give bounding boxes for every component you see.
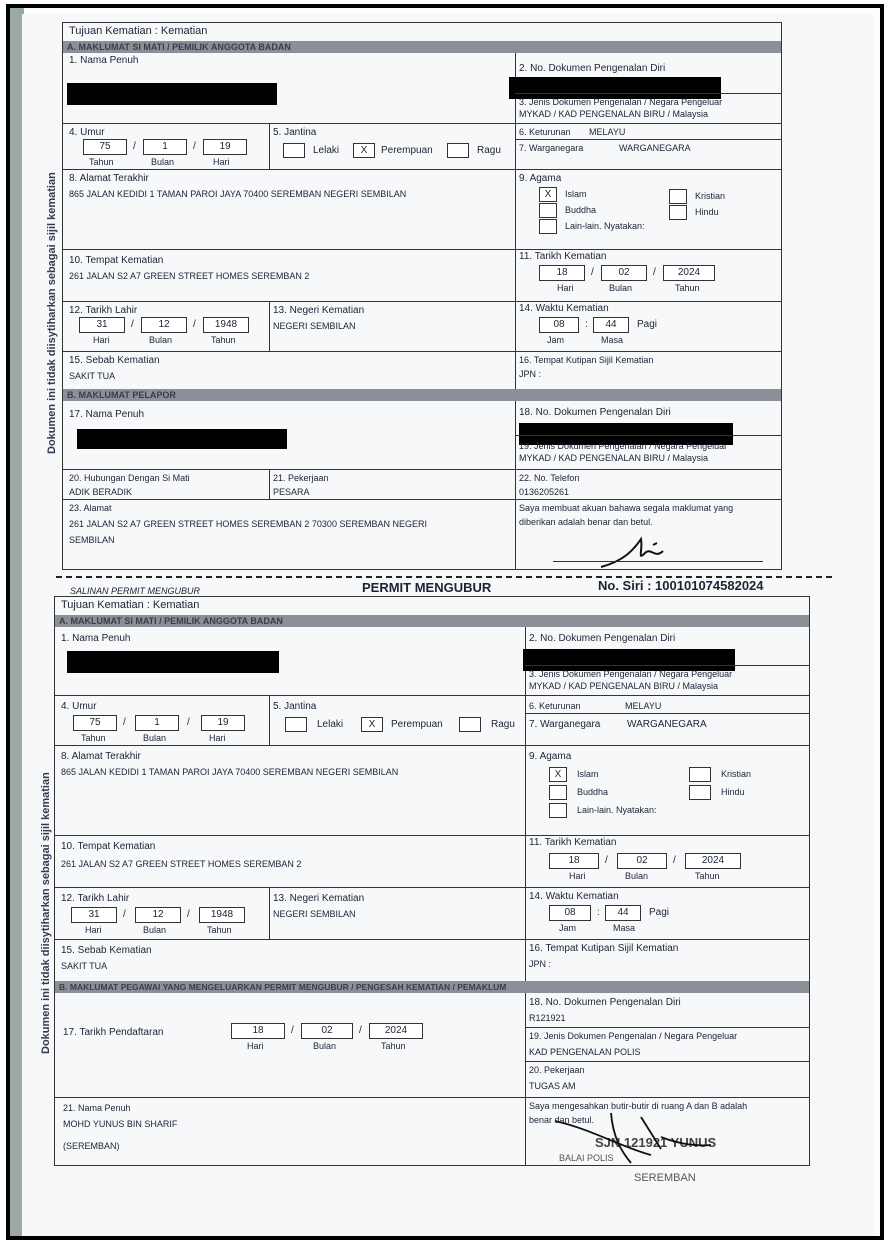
- jantina-label: 5. Jantina: [273, 127, 317, 138]
- lahir-tahun-2: 1948: [199, 907, 245, 923]
- section-a-header: A. MAKLUMAT SI MATI / PEMILIK ANGGOTA BADAN: [63, 41, 781, 53]
- tujuan-label: Tujuan Kematian : Kematian: [69, 25, 208, 37]
- islam-checkbox-2: X: [549, 767, 567, 782]
- tempat-value: 261 JALAN S2 A7 GREEN STREET HOMES SEREMBAN 2: [69, 271, 310, 281]
- redacted-name: [67, 83, 277, 105]
- pagi-label-2: Pagi: [649, 907, 670, 918]
- signature-bottom: [551, 1107, 751, 1167]
- perempuan-checkbox-2: X: [361, 717, 383, 732]
- lain-checkbox: [539, 219, 557, 234]
- unit-jam-2: Jam: [559, 923, 577, 933]
- akuan-line1: Saya membuat akuan bahawa segala maklumat yang: [519, 503, 734, 513]
- redacted-id-2: [523, 649, 735, 671]
- ragu-label: Ragu: [477, 145, 501, 156]
- officer-kerja-label: 20. Pekerjaan: [529, 1065, 585, 1075]
- form-bottom: Tujuan Kematian : Kematian A. MAKLUMAT SI MATI / PEMILIK ANGGOTA BADAN 1. Nama Penuh 2. No. Dokumen Pengenalan Diri 3. Jenis Dokumen Pengenalan / Negara Pengeluar MYKAD / KAD PENGENALAN BIRU / Malaysia 4. Umur 75 / 1 / 19 Tahun Bulan Hari 5. Jantina Lelaki X Perempuan Ragu 6. Keturunan MELAYU 7. Warganegara WARGANEGARA 8. Alamat Terakhir 865 JALAN KEDIDI 1 TAMAN PAROI JAYA 70400 SEREMBAN NEGERI SEMBILAN 9. Agama X Islam Buddha Lain-lain. Nyatakan: Kristian Hindu 10. Tempat Kematian 261 JALAN S2 A7 GREEN STREET HOMES SEREMBAN 2 11. Tarikh Kematian 18 / 02 / 2024 Hari Bulan Tahun 12. Tarikh Lahir 31 / 12 / 1948 Hari Bulan Tahun 13. Negeri Kematian NEGERI SEMBILAN 14. Waktu Kematian 08 : 44 Pagi Jam Masa 15. Sebab Kematian SAKIT TUA 16. Tempat Kutipan Sijil Kematian JPN : B. MAKLUMAT PEGAWAI YANG MENGELUARKAN PERMIT MENGUBUR / PENGESAH KEMATIAN / PEMAKLUM 17. Tarikh Pendaftaran 18 / 02 / 2024 Hari Bulan Tahun 18. No. Dokumen Pengenalan Diri R121921 19. Jenis Dokumen Pengenalan / Negara Pengeluar KAD PENGENALAN POLIS 20. Pekerjaan TUGAS AM 21. Nama Penuh MOHD YUNUS BIN SHARIF (SEREMBAN) Saya mengesahkan butir-butir di ruang A dan B adalah benar dan betul. SJN 121921 YUNUS BALAI POLIS: [54, 596, 810, 1166]
- hindu-checkbox-2: [689, 785, 711, 800]
- officer-nama-value: MOHD YUNUS BIN SHARIF: [63, 1119, 178, 1129]
- unit-masa: Masa: [601, 335, 624, 345]
- alamat-value: 865 JALAN KEDIDI 1 TAMAN PAROI JAYA 70400 SEREMBAN NEGERI SEMBILAN: [69, 189, 407, 199]
- tarikh-mati-label-2: 11. Tarikh Kematian: [529, 837, 617, 848]
- signature-top: [593, 531, 703, 571]
- officer-dok-value: R121921: [529, 1013, 566, 1023]
- sebab-label-2: 15. Sebab Kematian: [61, 945, 152, 956]
- hindu-label: Hindu: [695, 207, 719, 217]
- alamat-b-line2: SEMBILAN: [69, 535, 115, 545]
- alamat-b-label: 23. Alamat: [69, 503, 112, 513]
- sebab-value: SAKIT TUA: [69, 371, 116, 381]
- keturunan-label: 6. Keturunan: [519, 127, 571, 137]
- lahir-bulan: 12: [141, 317, 187, 333]
- jenis-value: MYKAD / KAD PENGENALAN BIRU / Malaysia: [519, 109, 709, 119]
- keturunan-value: MELAYU: [589, 127, 626, 137]
- unit-bulan-2: Bulan: [143, 733, 167, 743]
- agama-label: 9. Agama: [519, 173, 562, 184]
- ragu-label-2: Ragu: [491, 719, 515, 730]
- no-siri: No. Siri : 100101074582024: [598, 578, 764, 593]
- dok-b-label: 18. No. Dokumen Pengenalan Diri: [519, 407, 671, 418]
- warga-label-2: 7. Warganegara: [529, 719, 601, 730]
- buddha-checkbox-2: [549, 785, 567, 800]
- hub-value: ADIK BERADIK: [69, 487, 133, 497]
- daftar-label: 17. Tarikh Pendaftaran: [63, 1027, 164, 1038]
- waktu-jam-2: 08: [549, 905, 591, 921]
- tel-value: 0136205261: [519, 487, 570, 497]
- unit-tahun-2: Tahun: [81, 733, 106, 743]
- daftar-unit-tahun: Tahun: [381, 1041, 406, 1051]
- unit-bulan: Bulan: [609, 283, 633, 293]
- nama-b-label: 17. Nama Penuh: [69, 409, 145, 420]
- section-b-header: B. MAKLUMAT PELAPOR: [63, 389, 781, 401]
- unit-hari-2: Hari: [209, 733, 226, 743]
- umur-hari-2: 19: [201, 715, 245, 731]
- perempuan-label: Perempuan: [381, 145, 433, 156]
- hindu-label-2: Hindu: [721, 787, 745, 797]
- unit-hari: Hari: [93, 335, 110, 345]
- lain-checkbox-2: [549, 803, 567, 818]
- tarikh-mati-tahun: 2024: [663, 265, 715, 281]
- warga-value-2: WARGANEGARA: [627, 719, 707, 730]
- daftar-tahun: 2024: [369, 1023, 423, 1039]
- negeri-value-2: NEGERI SEMBILAN: [273, 909, 356, 919]
- kutipan-label-2: 16. Tempat Kutipan Sijil Kematian: [529, 943, 679, 954]
- lain-label-2: Lain-lain. Nyatakan:: [577, 805, 657, 815]
- negeri-label-2: 13. Negeri Kematian: [273, 893, 365, 904]
- waktu-minit: 44: [593, 317, 629, 333]
- side-note-bottom: Dokumen ini tidak diisytiharkan sebagai sijil kematian: [40, 772, 52, 1054]
- unit-hari-2b: Hari: [569, 871, 586, 881]
- jantina-label-2: 5. Jantina: [273, 701, 317, 712]
- waktu-label-2: 14. Waktu Kematian: [529, 891, 619, 902]
- kristian-label-2: Kristian: [721, 769, 752, 779]
- unit-bulan-2b: Bulan: [625, 871, 649, 881]
- umur-label: 4. Umur: [69, 127, 105, 138]
- daftar-unit-hari: Hari: [247, 1041, 264, 1051]
- unit-bulan-2c: Bulan: [143, 925, 167, 935]
- jenis-label-2: 3. Jenis Dokumen Pengenalan / Negara Pengeluar: [529, 669, 733, 679]
- umur-tahun-2: 75: [73, 715, 117, 731]
- lelaki-checkbox-2: [285, 717, 307, 732]
- perempuan-label-2: Perempuan: [391, 719, 443, 730]
- ragu-checkbox: [447, 143, 469, 158]
- tujuan-label-2: Tujuan Kematian : Kematian: [61, 599, 200, 611]
- officer-dok-label: 18. No. Dokumen Pengenalan Diri: [529, 997, 681, 1008]
- tarikh-mati-hari-2: 18: [549, 853, 599, 869]
- unit-tahun: Tahun: [211, 335, 236, 345]
- tempat-value-2: 261 JALAN S2 A7 GREEN STREET HOMES SEREMBAN 2: [61, 859, 302, 869]
- alamat-b-line1: 261 JALAN S2 A7 GREEN STREET HOMES SEREMBAN 2 70300 SEREMBAN NEGERI: [69, 519, 427, 529]
- unit-bulan: Bulan: [151, 157, 175, 167]
- unit-tahun-2b: Tahun: [695, 871, 720, 881]
- pagi-label: Pagi: [637, 319, 658, 330]
- dok-label-2: 2. No. Dokumen Pengenalan Diri: [529, 633, 676, 644]
- sebab-value-2: SAKIT TUA: [61, 961, 108, 971]
- lahir-tahun: 1948: [203, 317, 249, 333]
- hub-label: 20. Hubungan Dengan Si Mati: [69, 473, 190, 483]
- perempuan-checkbox: X: [353, 143, 375, 158]
- kristian-label: Kristian: [695, 191, 726, 201]
- keturunan-label-2: 6. Keturunan: [529, 701, 581, 711]
- section-a-header-2: A. MAKLUMAT SI MATI / PEMILIK ANGGOTA BADAN: [55, 615, 809, 627]
- islam-label: Islam: [565, 189, 587, 199]
- islam-checkbox: X: [539, 187, 557, 202]
- lelaki-label: Lelaki: [313, 145, 340, 156]
- section-b-officer-header: B. MAKLUMAT PEGAWAI YANG MENGELUARKAN PERMIT MENGUBUR / PENGESAH KEMATIAN / PEMAKLUM: [55, 981, 809, 993]
- stamp-line2: BALAI POLIS: [559, 1153, 614, 1163]
- keturunan-value-2: MELAYU: [625, 701, 662, 711]
- tarikh-mati-label: 11. Tarikh Kematian: [519, 251, 607, 262]
- kutipan-label: 16. Tempat Kutipan Sijil Kematian: [519, 355, 654, 365]
- stamp-line1: SJN 121921 YUNUS: [595, 1135, 717, 1150]
- tempat-label-2: 10. Tempat Kematian: [61, 841, 156, 852]
- tarikh-mati-bulan: 02: [601, 265, 647, 281]
- side-note-top: Dokumen ini tidak diisytiharkan sebagai sijil kematian: [46, 172, 58, 454]
- sebab-label: 15. Sebab Kematian: [69, 355, 160, 366]
- lain-label: Lain-lain. Nyatakan:: [565, 221, 645, 231]
- tempat-label: 10. Tempat Kematian: [69, 255, 164, 266]
- redacted-name-b: [77, 429, 287, 449]
- alamat-value-2: 865 JALAN KEDIDI 1 TAMAN PAROI JAYA 70400 SEREMBAN NEGERI SEMBILAN: [61, 767, 399, 777]
- kristian-checkbox: [669, 189, 687, 204]
- stamp-line3: SEREMBAN: [634, 1172, 696, 1184]
- officer-station: (SEREMBAN): [63, 1141, 120, 1151]
- lahir-hari-2: 31: [71, 907, 117, 923]
- kutipan-value: JPN :: [519, 369, 542, 379]
- lahir-bulan-2: 12: [135, 907, 181, 923]
- buddha-label-2: Buddha: [577, 787, 609, 797]
- officer-jenis-label: 19. Jenis Dokumen Pengenalan / Negara Pengeluar: [529, 1031, 738, 1041]
- jenis-label: 3. Jenis Dokumen Pengenalan / Negara Pengeluar: [519, 97, 723, 107]
- tarikh-mati-tahun-2: 2024: [685, 853, 741, 869]
- kutipan-value-2: JPN :: [529, 959, 552, 969]
- umur-bulan-2: 1: [135, 715, 179, 731]
- document-frame: [6, 4, 884, 1240]
- negeri-value: NEGERI SEMBILAN: [273, 321, 356, 331]
- unit-bulan: Bulan: [149, 335, 173, 345]
- lahir-label-2: 12. Tarikh Lahir: [61, 893, 130, 904]
- jenis-value-2: MYKAD / KAD PENGENALAN BIRU / Malaysia: [529, 681, 719, 691]
- unit-tahun-2c: Tahun: [207, 925, 232, 935]
- umur-label-2: 4. Umur: [61, 701, 97, 712]
- negeri-label: 13. Negeri Kematian: [273, 305, 365, 316]
- umur-tahun: 75: [83, 139, 127, 155]
- waktu-label: 14. Waktu Kematian: [519, 303, 609, 314]
- lahir-hari: 31: [79, 317, 125, 333]
- sah-line2: benar dan betul.: [529, 1115, 595, 1125]
- ragu-checkbox-2: [459, 717, 481, 732]
- tarikh-mati-bulan-2: 02: [617, 853, 667, 869]
- dok-label: 2. No. Dokumen Pengenalan Diri: [519, 63, 666, 74]
- daftar-hari: 18: [231, 1023, 285, 1039]
- kristian-checkbox-2: [689, 767, 711, 782]
- agama-label-2: 9. Agama: [529, 751, 572, 762]
- warga-value: WARGANEGARA: [619, 143, 691, 153]
- islam-label-2: Islam: [577, 769, 599, 779]
- officer-jenis-value: KAD PENGENALAN POLIS: [529, 1047, 641, 1057]
- waktu-minit-2: 44: [605, 905, 641, 921]
- form-top: Tujuan Kematian : Kematian A. MAKLUMAT SI MATI / PEMILIK ANGGOTA BADAN 1. Nama Penuh 2. No. Dokumen Pengenalan Diri 3. Jenis Dokumen Pengenalan / Negara Pengeluar MYKAD / KAD PENGENALAN BIRU / Malaysia 4. Umur 75 / 1 / 19 Tahun Bulan Hari 5. Jantina Lelaki X Perempuan Ragu 6. Keturunan MELAYU 7. Warganegara WARGANEGARA 8. Alamat Terakhir 865 JALAN KEDIDI 1 TAMAN PAROI JAYA 70400 SEREMBAN NEGERI SEMBILAN 9. Agama X Islam Buddha Lain-lain. Nyatakan: Kristian Hindu 10. Tempat Kematian 261 JALAN S2 A7 GREEN STREET HOMES SEREMBAN 2 11. Tarikh Kematian 18 / 02 / 2024 Hari Bulan Tahun 12. Tarikh Lahir 31 / 12 / 1948 Hari Bulan Tahun 13. Negeri Kematian NEGERI SEMBILAN 14. Waktu Kematian 08 : 44 Pagi Jam Masa 15. Sebab Kematian SAKIT TUA 16. Tempat Kutipan Sijil Kematian JPN : B. MAKLUMAT PELAPOR 17. Nama Penuh 18. No. Dokumen Pengenalan Diri 19. Jenis Dokumen Pengenalan / Negara Pengeluar MYKAD / KAD PENGENALAN BIRU / Malaysia 20. Hubungan Dengan Si Mati ADIK BERADIK 21. Pekerjaan PESARA 22. No. Telefon 0136205261 23. Alamat 261 JALAN S2 A7 GREEN STREET HOMES SEREMBAN 2 70300 SEREMBAN NEGERI SEMBILAN Saya membuat akuan bahawa segala maklumat yang diberikan adalah benar dan betul.: [62, 22, 782, 570]
- sah-line1: Saya mengesahkan butir-butir di ruang A dan B adalah: [529, 1101, 748, 1111]
- officer-kerja-value: TUGAS AM: [529, 1081, 576, 1091]
- jenis-b-label: 19. Jenis Dokumen Pengenalan / Negara Pengeluar: [519, 441, 728, 451]
- lelaki-checkbox: [283, 143, 305, 158]
- waktu-jam: 08: [539, 317, 579, 333]
- alamat-label-2: 8. Alamat Terakhir: [61, 751, 141, 762]
- kerja-label: 21. Pekerjaan: [273, 473, 329, 483]
- lelaki-label-2: Lelaki: [317, 719, 344, 730]
- unit-hari: Hari: [557, 283, 574, 293]
- unit-hari-2c: Hari: [85, 925, 102, 935]
- redacted-name-2: [67, 651, 279, 673]
- permit-title: PERMIT MENGUBUR: [362, 580, 492, 595]
- hindu-checkbox: [669, 205, 687, 220]
- warga-label: 7. Warganegara: [519, 143, 584, 153]
- unit-tahun: Tahun: [675, 283, 700, 293]
- tarikh-mati-hari: 18: [539, 265, 585, 281]
- alamat-label: 8. Alamat Terakhir: [69, 173, 149, 184]
- daftar-bulan: 02: [301, 1023, 353, 1039]
- daftar-unit-bulan: Bulan: [313, 1041, 337, 1051]
- unit-hari: Hari: [213, 157, 230, 167]
- umur-hari: 19: [203, 139, 247, 155]
- redacted-id: [509, 77, 721, 99]
- umur-bulan: 1: [143, 139, 187, 155]
- paper: [22, 14, 874, 1236]
- tel-label: 22. No. Telefon: [519, 473, 580, 483]
- salinan-label: SALINAN PERMIT MENGUBUR: [70, 586, 201, 596]
- unit-masa-2: Masa: [613, 923, 636, 933]
- nama-label-2: 1. Nama Penuh: [61, 633, 131, 644]
- nama-label: 1. Nama Penuh: [69, 55, 139, 66]
- lahir-label: 12. Tarikh Lahir: [69, 305, 138, 316]
- akuan-line2: diberikan adalah benar dan betul.: [519, 517, 653, 527]
- buddha-checkbox: [539, 203, 557, 218]
- officer-nama-label: 21. Nama Penuh: [63, 1103, 131, 1113]
- kerja-value: PESARA: [273, 487, 310, 497]
- jenis-b-value: MYKAD / KAD PENGENALAN BIRU / Malaysia: [519, 453, 709, 463]
- unit-tahun: Tahun: [89, 157, 114, 167]
- unit-jam: Jam: [547, 335, 565, 345]
- buddha-label: Buddha: [565, 205, 597, 215]
